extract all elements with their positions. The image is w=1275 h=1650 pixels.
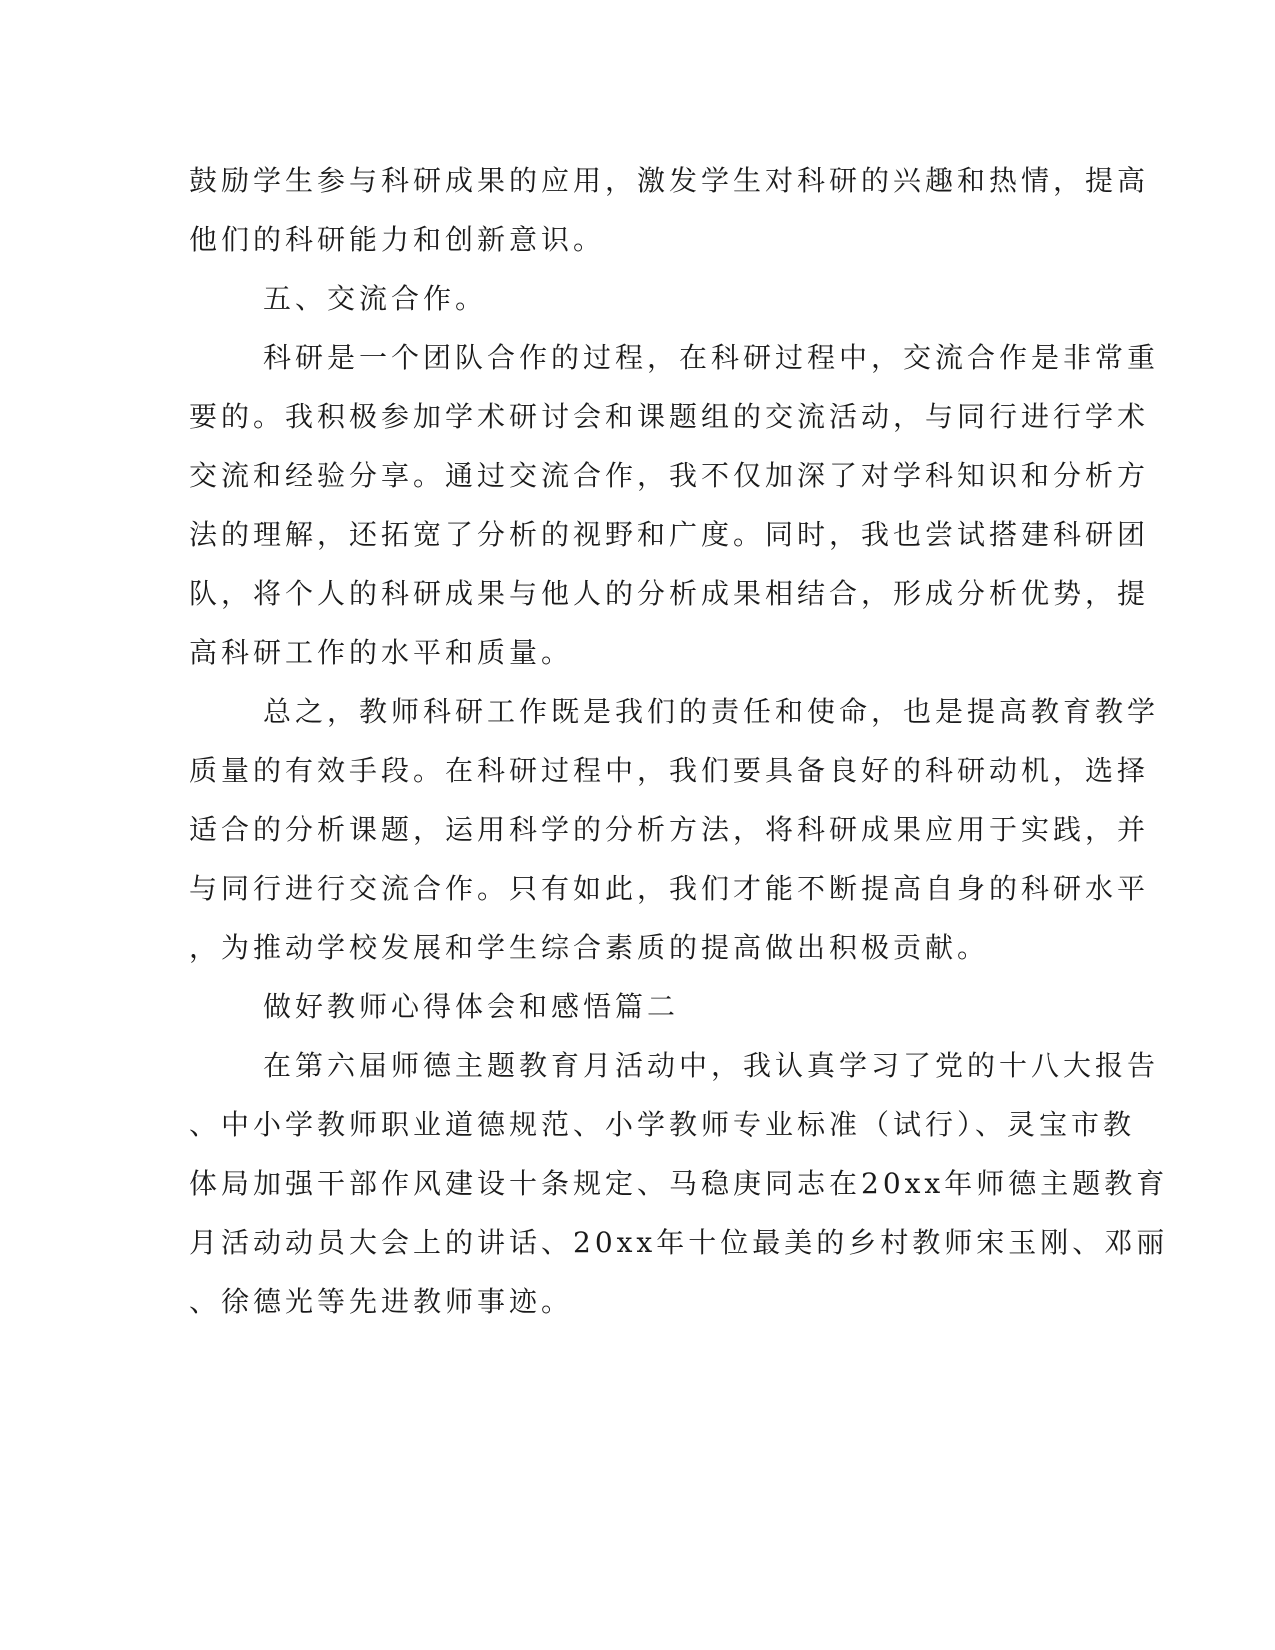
paragraph-line: 要的。我积极参加学术研讨会和课题组的交流活动，与同行进行学术 (189, 400, 1150, 433)
paragraph-line: 月活动动员大会上的讲话、20xx年十位最美的乡村教师宋玉刚、邓丽 (189, 1226, 1169, 1259)
paragraph-line: 质量的有效手段。在科研过程中，我们要具备良好的科研动机，选择 (189, 754, 1150, 787)
paragraph-line: 科研是一个团队合作的过程，在科研过程中，交流合作是非常重 (263, 341, 1160, 374)
paragraph-line: 、徐德光等先进教师事迹。 (189, 1285, 574, 1318)
paragraph-line: 适合的分析课题，运用科学的分析方法，将科研成果应用于实践，并 (189, 813, 1150, 846)
paragraph-line: 法的理解，还拓宽了分析的视野和广度。同时，我也尝试搭建科研团 (189, 518, 1150, 551)
paragraph-line: 鼓励学生参与科研成果的应用，激发学生对科研的兴趣和热情，提高 (189, 164, 1150, 197)
section-heading: 五、交流合作。 (263, 282, 488, 315)
section-title: 做好教师心得体会和感悟篇二 (263, 990, 680, 1023)
paragraph-line: 他们的科研能力和创新意识。 (189, 223, 606, 256)
paragraph-line: 高科研工作的水平和质量。 (189, 636, 574, 669)
paragraph-line: 在第六届师德主题教育月活动中，我认真学习了党的十八大报告 (263, 1049, 1160, 1082)
paragraph-line: 队，将个人的科研成果与他人的分析成果相结合，形成分析优势，提 (189, 577, 1150, 610)
paragraph-line: 、中小学教师职业道德规范、小学教师专业标准（试行）、灵宝市教 (189, 1108, 1136, 1141)
paragraph-line: 体局加强干部作风建设十条规定、马稳庚同志在20xx年师德主题教育 (189, 1167, 1169, 1200)
paragraph-line: ，为推动学校发展和学生综合素质的提高做出积极贡献。 (189, 931, 990, 964)
paragraph-line: 总之，教师科研工作既是我们的责任和使命，也是提高教育教学 (263, 695, 1160, 728)
paragraph-line: 与同行进行交流合作。只有如此，我们才能不断提高自身的科研水平 (189, 872, 1150, 905)
paragraph-line: 交流和经验分享。通过交流合作，我不仅加深了对学科知识和分析方 (189, 459, 1150, 492)
